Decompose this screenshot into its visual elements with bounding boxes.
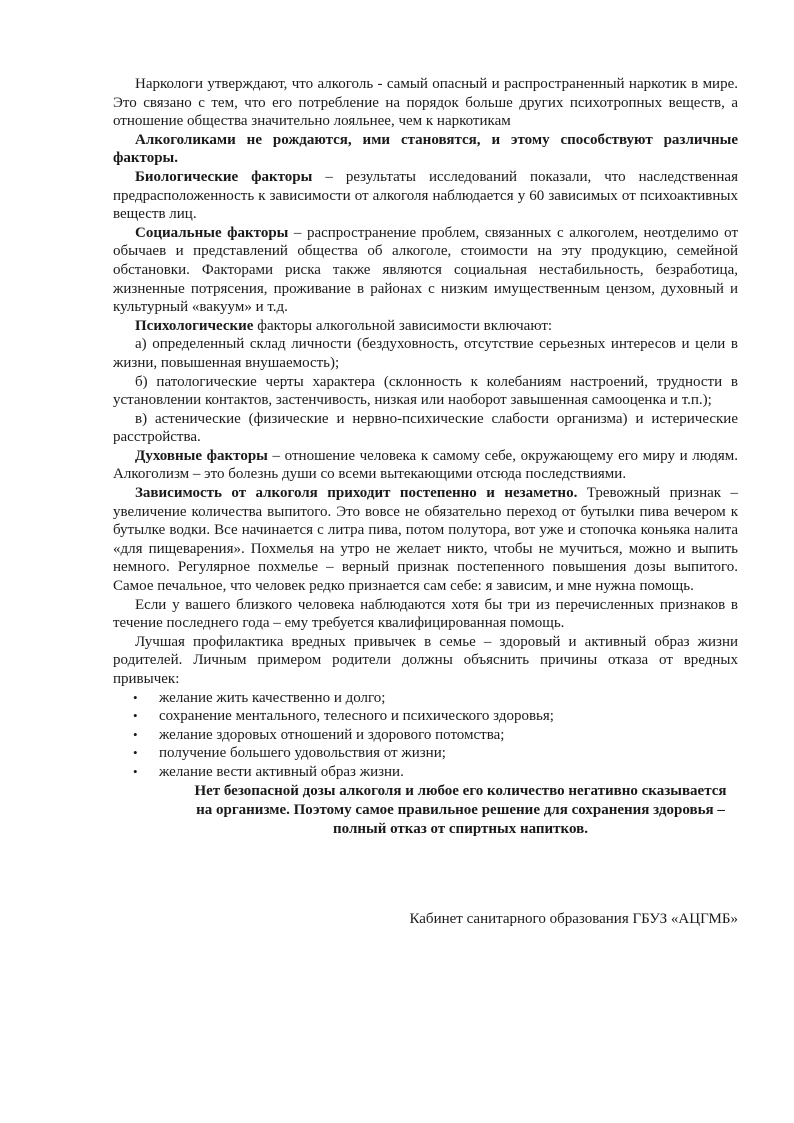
bullet-icon: •	[133, 726, 138, 742]
dependency-paragraph: Зависимость от алкоголя приходит постепенно и незаметно. Тревожный признак – увеличение количества выпитого. Это вовсе не обязательно переход от бутылки пива вечером к бутылке водки. Все начинается с литра пива, потом полутора, вот уже и стопочка коньяка налита «для пищеварения». Похмелья на утро не желает никто, чтобы не мучиться, можно и выпить немного. Регулярное похмелье – верный признак постепенного повышения дозы выпитого. Самое печальное, что человек редко признается сам себе: я зависим, и мне нужна помощь.	[113, 485, 738, 595]
spiritual-factors-paragraph: Духовные факторы – отношение человека к самому себе, окружающему его миру и людям. Алкоголизм – это болезнь души со всеми вытекающими отсюда последствиями.	[113, 447, 739, 483]
social-factors-paragraph: Социальные факторы – распространение проблем, связанных с алкоголем, неотделимо от обычаев и представлений общества об алкоголе, стоимости на эту продукцию, семейной обстановки. Факторами риска также являются социальная нестабильность, безработица, жизненные потрясения, проживание в районах с низким имущественным цензом, духовный и культурный «вакуум» и т.д.	[113, 224, 739, 316]
signature-line: Кабинет санитарного образования ГБУЗ «АЦГМБ»	[409, 911, 738, 927]
psychological-item-a: а) определенный склад личности (бездуховность, отсутствие серьезных интересов и цели в жизни, повышенная внушаемость);	[113, 336, 738, 371]
biological-factors-paragraph: Биологические факторы – результаты исследований показали, что наследственная предрасположенность к зависимости от алкоголя наблюдается у 60 зависимых от психоактивных веществ лиц.	[113, 168, 738, 223]
prevention-paragraph: Лучшая профилактика вредных привычек в семье – здоровый и активный образ жизни родителей. Личным примером родители должны объяснить причины отказа от вредных привычек:	[113, 633, 738, 687]
bullet-icon: •	[133, 763, 138, 779]
factors-heading: Алкоголиками не рождаются, ими становятся, и этому способствуют различные факторы.	[113, 131, 738, 167]
bullet-icon: •	[133, 689, 138, 705]
list-item: • получение большего удовольствия от жизни;	[133, 745, 446, 762]
list-item: • желание жить качественно и долго;	[133, 689, 386, 706]
psychological-item-b: б) патологические черты характера (склонность к колебаниям настроений, трудности в установлении контактов, застенчивость, низкая или наоборот завышенная самооценка и т.п.);	[113, 373, 738, 409]
bullet-icon: •	[133, 745, 138, 761]
psychological-factors-paragraph: Психологические факторы алкогольной зависимости включают:	[135, 317, 553, 334]
bullet-icon: •	[133, 708, 138, 724]
list-item: • желание здоровых отношений и здорового потомства;	[133, 726, 505, 743]
psychological-item-c: в) астенические (физические и нервно-психические слабости организма) и истерические расстройства.	[113, 410, 738, 446]
reasons-list	[113, 689, 738, 782]
document-body	[113, 75, 738, 839]
intro-paragraph: Наркологи утверждают, что алкоголь - самый опасный и распространенный наркотик в мире. Это связано с тем, что его потребление на порядок больше других психотропных веществ, а отношение общества значительно лояльнее, чем к наркотикам	[113, 76, 738, 130]
list-item: • желание вести активный образ жизни.	[133, 763, 404, 780]
list-item: • сохранение ментального, телесного и психического здоровья;	[133, 708, 554, 725]
closing-statement: Нет безопасной дозы алкоголя и любое его количество негативно сказывается на организме. Поэтому самое правильное решение для сохранения здоровья – полный отказ от спиртных напитков.	[194, 782, 727, 837]
help-paragraph: Если у вашего близкого человека наблюдаются хотя бы три из перечисленных признаков в течение последнего года – ему требуется квалифицированная помощь.	[113, 596, 738, 632]
